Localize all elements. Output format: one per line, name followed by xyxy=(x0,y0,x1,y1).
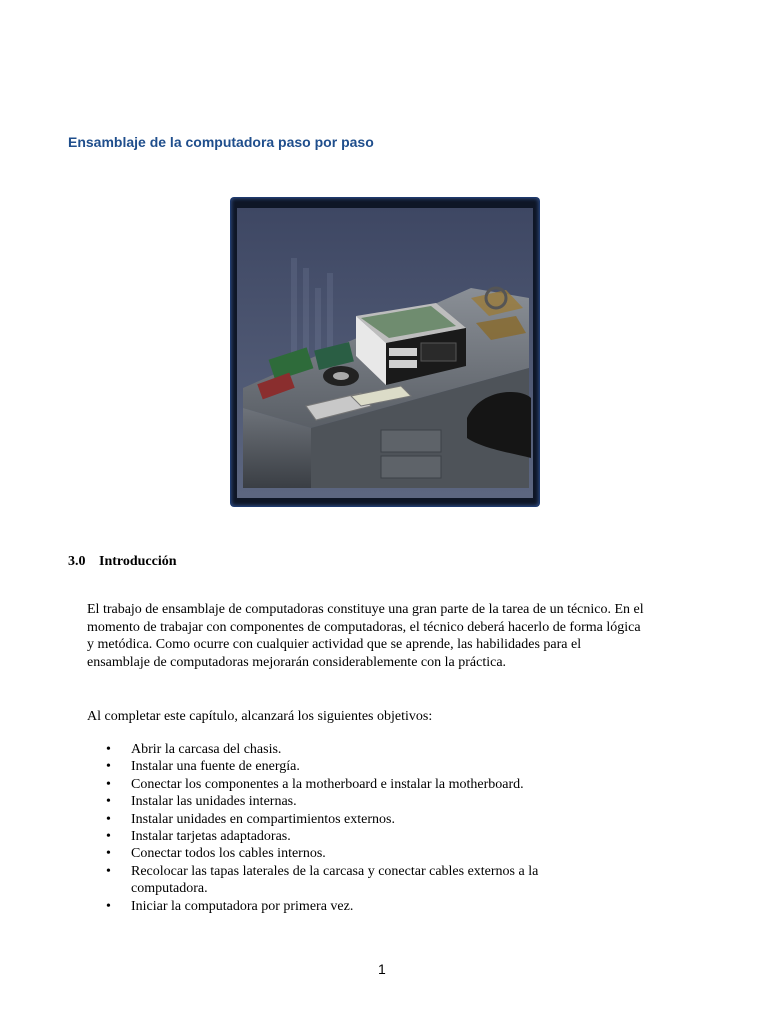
list-item: • Instalar unidades en compartimientos externos. xyxy=(106,811,395,827)
computer-assembly-illustration xyxy=(231,198,539,506)
page-number: 1 xyxy=(378,961,386,977)
list-item: • Iniciar la computadora por primera vez. xyxy=(106,898,354,914)
list-item: • Conectar los componentes a la motherboard e instalar la motherboard. xyxy=(106,776,524,792)
bullet-icon: • xyxy=(106,863,111,879)
list-item: • Recolocar las tapas laterales de la carcasa y conectar cables externos a la computadora. xyxy=(106,863,539,897)
list-item: • Abrir la carcasa del chasis. xyxy=(106,742,282,757)
list-item: • Instalar una fuente de energía. xyxy=(106,759,300,775)
bullet-icon: • xyxy=(106,898,111,914)
section-number: 3.0 xyxy=(68,554,86,569)
document-title: Ensamblaje de la computadora paso por paso xyxy=(68,134,374,150)
intro-paragraph: El trabajo de ensamblaje de computadoras constituye una gran parte de la tarea de un técnico. En el momento de trabajar con componentes de computadoras, el técnico deberá hacerlo de forma lógica y metódica. Como ocurre con cualquier actividad que se aprende, las habilidades para el ensamblaje de computadoras mejorarán considerablemente con la práctica. xyxy=(87,602,644,670)
bullet-icon: • xyxy=(106,846,111,862)
bullet-icon: • xyxy=(106,811,111,827)
objectives-lead-paragraph: Al completar este capítulo, alcanzará los siguientes objetivos: xyxy=(87,709,433,724)
section-heading xyxy=(68,554,177,570)
list-item: • Instalar las unidades internas. xyxy=(106,794,297,810)
bullet-icon: • xyxy=(106,759,111,775)
section-title: Introducción xyxy=(99,554,177,569)
list-item: • Conectar todos los cables internos. xyxy=(106,846,326,862)
list-item: • Instalar tarjetas adaptadoras. xyxy=(106,829,291,845)
bullet-icon: • xyxy=(106,742,111,757)
bullet-icon: • xyxy=(106,829,111,845)
desk-with-computer-parts-image xyxy=(231,198,539,506)
bullet-icon: • xyxy=(106,776,111,792)
bullet-icon: • xyxy=(106,794,111,810)
objectives-list xyxy=(87,741,607,915)
